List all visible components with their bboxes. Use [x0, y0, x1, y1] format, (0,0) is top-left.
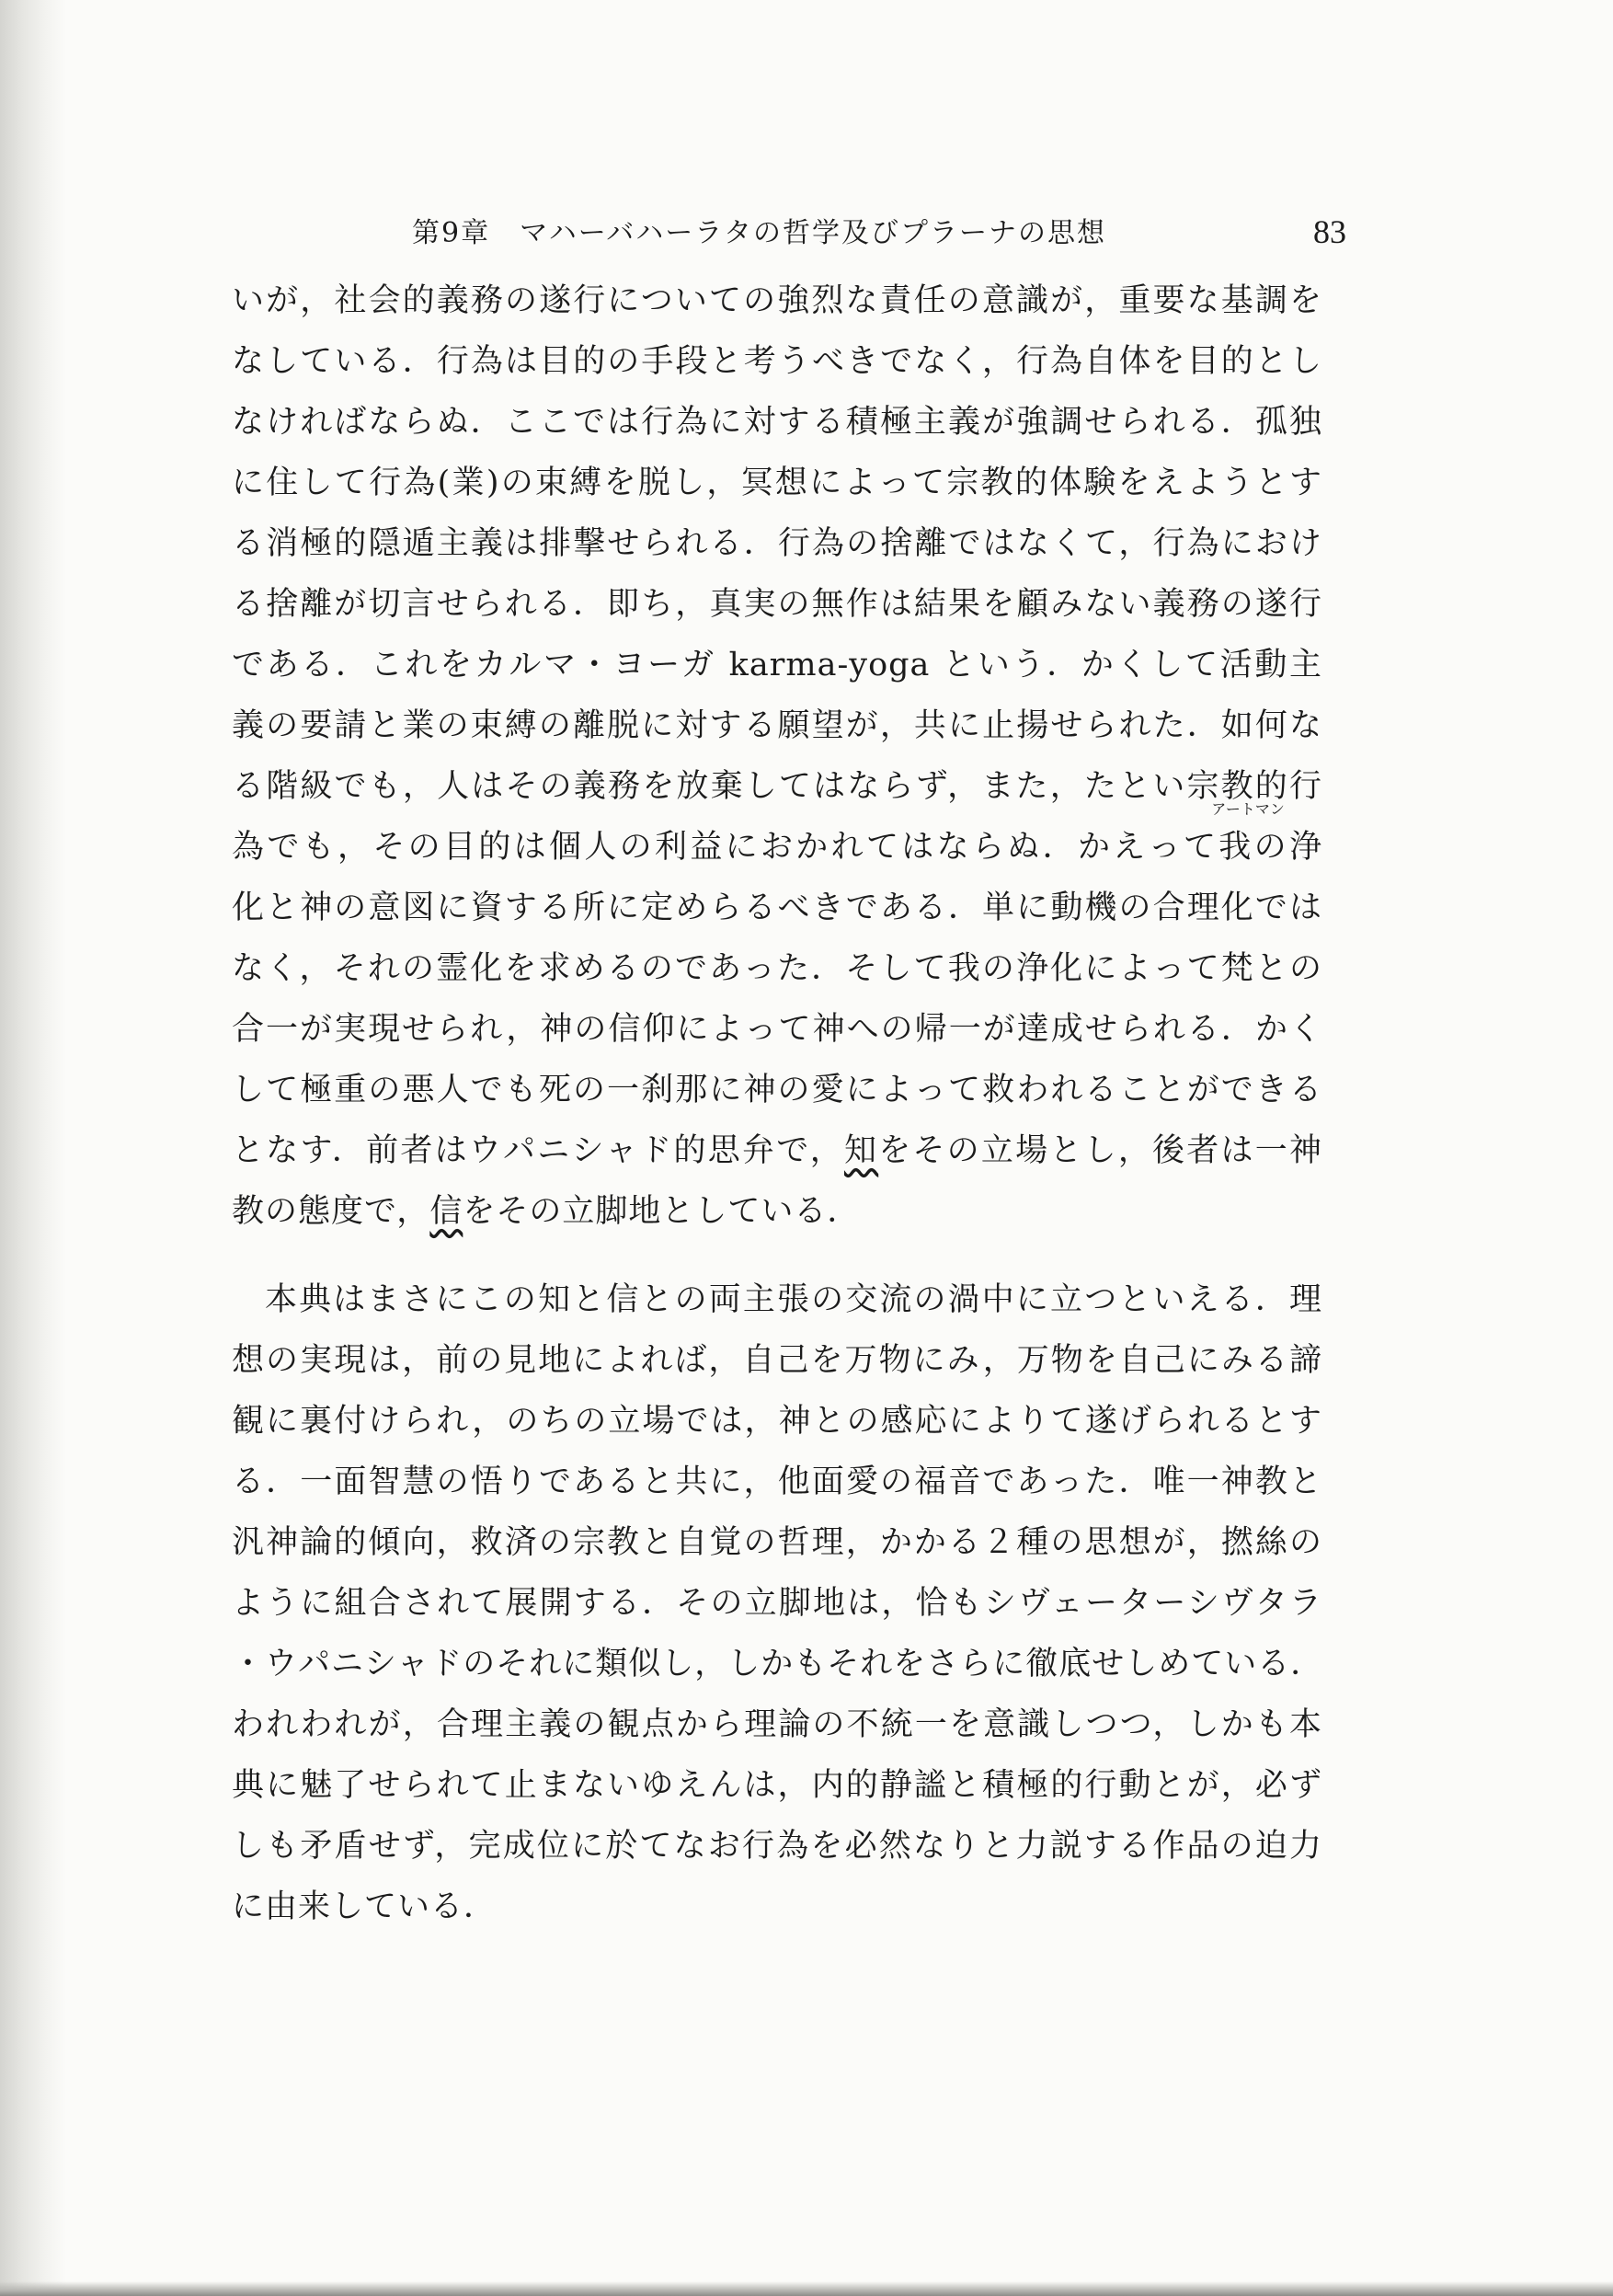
- text-line: なければならぬ．ここでは行為に対する積極主義が強調せられる．孤独: [232, 404, 1322, 441]
- text-line: 観に裏付けられ，のちの立場では，神との感応によりて遂げられるとす: [232, 1403, 1322, 1440]
- text-line: しも矛盾せず，完成位に於てなお行為を必然なりと力説する作品の迫力: [232, 1828, 1322, 1865]
- text-line: して極重の悪人でも死の一刹那に神の愛によって救われることができる: [232, 1072, 1322, 1108]
- text-line: いが，社会的義務の遂行についての強烈な責任の意識が，重要な基調を: [232, 282, 1322, 319]
- page-number: 83: [1313, 213, 1346, 250]
- paragraph-1: [232, 270, 1322, 1242]
- text-line: 化と神の意図に資する所に定めらるべきである．単に動機の合理化では: [232, 890, 1322, 926]
- text-line: 義の要請と業の束縛の離脱に対する願望が，共に止揚せられた．如何な: [232, 707, 1322, 744]
- text-line: である．これをカルマ・ヨーガ karma-yoga という．かくして活動主: [232, 647, 1322, 683]
- text-segment: となす．前者はウパニシャド的思弁で，: [232, 1132, 844, 1169]
- ruby-base: 我: [1218, 829, 1253, 866]
- text-line-with-emphasis: [232, 1120, 1322, 1181]
- text-line: る．一面智慧の悟りであると共に，他面愛の福音であった．唯一神教と: [232, 1464, 1322, 1500]
- text-segment: 為でも，その目的は個人の利益におかれてはならぬ．かえって: [232, 829, 1219, 866]
- text-line: われわれが，合理主義の観点から理論の不統一を意識しつつ，しかも本: [232, 1706, 1322, 1743]
- text-line: なく，それの霊化を求めるのであった．そして我の浄化によって梵との: [232, 950, 1322, 987]
- text-line: る捨離が切言せられる．即ち，真実の無作は結果を顧みない義務の遂行: [232, 586, 1322, 623]
- running-head: 第9章 マハーバハーラタの哲学及びプラーナの思想: [412, 217, 1106, 249]
- paragraph-2: [232, 1269, 1322, 1937]
- text-line: ように組合されて展開する．その立脚地は，恰もシヴェーターシヴタラ: [232, 1585, 1322, 1622]
- emphasized-word: 知: [843, 1132, 879, 1169]
- text-segment: の浄: [1252, 829, 1322, 866]
- text-line-with-ruby: [232, 800, 1322, 878]
- text-segment: をその立場とし，後者は一神: [878, 1132, 1322, 1169]
- emphasized-word: 信: [429, 1193, 463, 1230]
- body-text: [232, 270, 1322, 1937]
- text-line: 合一が実現せられ，神の信仰によって神への帰一が達成せられる．かく: [232, 1011, 1322, 1048]
- text-segment: 教の態度で，: [232, 1193, 430, 1230]
- text-line: る階級でも，人はその義務を放棄してはならず，また，たとい宗教的行: [232, 768, 1322, 805]
- text-line: 汎神論的傾向，救済の宗教と自覚の哲理，かかる２種の思想が，撚絲の: [232, 1524, 1322, 1561]
- ruby-text: アートマン: [1211, 800, 1285, 818]
- text-line: 想の実現は，前の見地によれば，自己を万物にみ，万物を自己にみる諦: [232, 1342, 1322, 1379]
- text-segment: をその立脚地としている．: [463, 1193, 861, 1230]
- text-line: なしている．行為は目的の手段と考うべきでなく，行為自体を目的とし: [232, 343, 1322, 380]
- text-line: 典に魅了せられて止まないゆえんは，内的静謐と積極的行動とが，必ず: [232, 1767, 1322, 1804]
- text-line: 本典はまさにこの知と信との両主張の交流の渦中に立つといえる．理: [265, 1281, 1322, 1318]
- ruby-annotated-word: [1211, 800, 1285, 878]
- text-line: に住して行為(業)の束縛を脱し，冥想によって宗教的体験をえようとす: [232, 465, 1322, 501]
- scan-shadow-left: [0, 0, 66, 2296]
- text-line-with-emphasis: [232, 1181, 1322, 1242]
- text-line: に由来している．: [232, 1888, 498, 1925]
- scan-shadow-bottom: [0, 2281, 1613, 2296]
- text-line: ・ウパニシャドのそれに類似し，しかもそれをさらに徹底せしめている．: [232, 1646, 1324, 1682]
- text-line: る消極的隠遁主義は排撃せられる．行為の捨離ではなくて，行為におけ: [232, 525, 1322, 562]
- paragraph-spacer: [232, 1242, 1322, 1269]
